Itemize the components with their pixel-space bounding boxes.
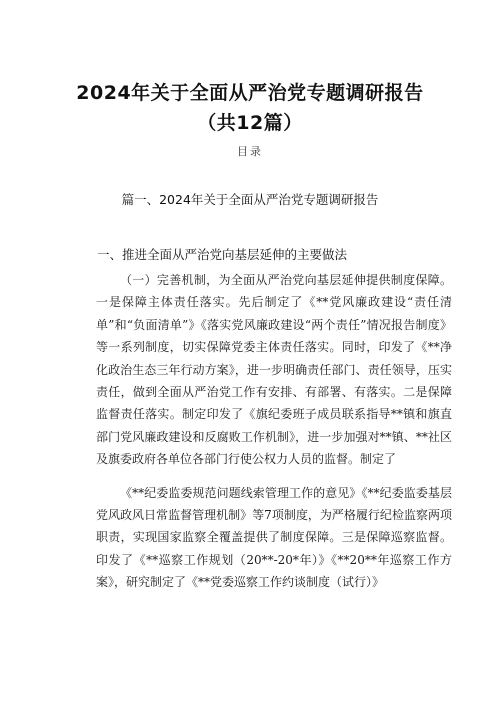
document-title: 2024年关于全面从严治党专题调研报告（共12篇） — [76, 82, 424, 134]
paragraph: （一）完善机制，为全面从严治党向基层延伸提供制度保障。一是保障主体责任落实。先后制定了《**党风廉政建设“责任清单”和“负面清单”》《落实党风廉政建设“两个责任”情况报告制度》等一系列制度，切实保障党委主体责任落实。同时，印发了《**净化政治生态三年行动方案》，进一步明确责任部门、责任领导，压实责任，做到全面从严治党工作有安排、有部署、有落实。二是保障监督责任落实。制定印发了《旗纪委班子成员联系指导**镇和旗直部门党风廉政建设和反腐败工作机制》，进一步加强对**镇、**社区及旗委政府各单位各部门行使公权力人员的监督。制定了 — [96, 273, 452, 467]
body-text — [96, 269, 452, 594]
section-heading: 一、推进全面从严治党向基层延伸的主要做法 — [97, 247, 348, 262]
toc-label: 目录 — [237, 145, 263, 158]
paragraph: 《**纪委监委规范问题线索管理工作的意见》《**纪委监委基层党风政风日常监督管理机制》等7项制度，为严格履行纪检监察两项职责，实现国家监察全覆盖提供了制度保障。三是保障巡察监督。印发了《**巡察工作规划（20**-20*年）》《**20**年巡察工作方案》，研究制定了《**党委巡察工作约谈制度（试行）》 — [96, 485, 452, 590]
document-subtitle: 篇一、2024年关于全面从严治党专题调研报告 — [121, 192, 379, 207]
